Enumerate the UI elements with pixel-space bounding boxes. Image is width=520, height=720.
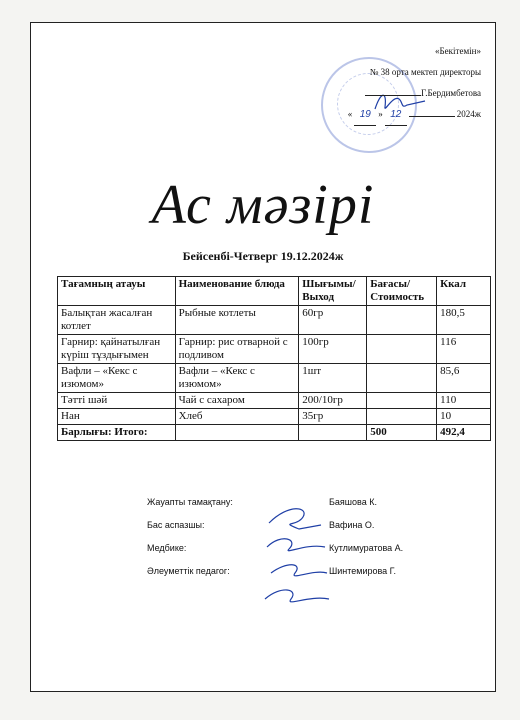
signer-name: Шинтемирова Г. xyxy=(329,566,396,576)
cell-ru-name: Чай с сахаром xyxy=(175,393,299,409)
cell-price xyxy=(367,409,437,425)
signer-name: Баяшова К. xyxy=(329,497,377,507)
cell-output: 35гр xyxy=(299,409,367,425)
cell-ru-name: Вафли – «Кекс с изюмом» xyxy=(175,364,299,393)
cell-kcal: 10 xyxy=(437,409,491,425)
document-page xyxy=(30,22,496,692)
signer-row xyxy=(147,497,447,520)
cell-kz-name: Балықтан жасалған котлет xyxy=(58,306,176,335)
cell-kcal: 180,5 xyxy=(437,306,491,335)
cell-price xyxy=(367,335,437,364)
signer-row xyxy=(147,520,447,543)
cell-ru-name: Хлеб xyxy=(175,409,299,425)
signer-role: Әлеуметтік педагог: xyxy=(147,566,230,576)
table-row xyxy=(58,306,491,335)
cell-output: 200/10гр xyxy=(299,393,367,409)
cell-output: 1шт xyxy=(299,364,367,393)
cell-kz-name: Тәтті шәй xyxy=(58,393,176,409)
signer-name: Кутлимуратова А. xyxy=(329,543,404,553)
table-total-row xyxy=(58,425,491,441)
table-row xyxy=(58,335,491,364)
header-kz-name: Тағамның атауы xyxy=(58,277,176,306)
cell-kz-name: Гарнир: қайнатылған күріш тұздығымен xyxy=(58,335,176,364)
cell-price xyxy=(367,364,437,393)
cell-price xyxy=(367,306,437,335)
header-ru-name: Наименование блюда xyxy=(175,277,299,306)
approval-director-line xyxy=(241,83,481,104)
approval-date-day: 19 xyxy=(354,104,376,126)
approval-date-line: « 19 » 12 2024ж xyxy=(241,104,481,126)
approval-header: «Бекітемін» xyxy=(435,46,481,56)
approval-block xyxy=(241,41,481,126)
cell-ru-name: Рыбные котлеты xyxy=(175,306,299,335)
header-kcal: Ккал xyxy=(437,277,491,306)
signer-row xyxy=(147,543,447,566)
table-header-row xyxy=(58,277,491,306)
approval-org-line: № 38 орта мектеп директоры xyxy=(369,67,481,77)
signer-row xyxy=(147,566,447,589)
signer-name: Вафина О. xyxy=(329,520,375,530)
signer-role: Бас аспазшы: xyxy=(147,520,205,530)
total-label: Барлығы: Итого: xyxy=(58,425,176,441)
cell-kz-name: Вафли – «Кекс с изюмом» xyxy=(58,364,176,393)
cell-kz-name: Нан xyxy=(58,409,176,425)
cell-kcal: 85,6 xyxy=(437,364,491,393)
table-row xyxy=(58,409,491,425)
signer-role: Жауапты тамақтану: xyxy=(147,497,233,507)
cell-kcal: 116 xyxy=(437,335,491,364)
header-price: Бағасы/ Стоимость xyxy=(367,277,437,306)
cell-price xyxy=(367,393,437,409)
signers-block xyxy=(147,497,447,589)
director-name: Г.Бердимбетова xyxy=(421,88,481,98)
signer-role: Медбике: xyxy=(147,543,187,553)
cell-kcal: 110 xyxy=(437,393,491,409)
total-kcal: 492,4 xyxy=(437,425,491,441)
menu-table xyxy=(57,276,491,441)
table-row xyxy=(58,364,491,393)
cell-output: 100гр xyxy=(299,335,367,364)
approval-date-month: 12 xyxy=(385,104,407,126)
cell-output: 60гр xyxy=(299,306,367,335)
header-output: Шығымы/ Выход xyxy=(299,277,367,306)
cell-ru-name: Гарнир: рис отварной с подливом xyxy=(175,335,299,364)
approval-date-year: 2024ж xyxy=(456,109,481,119)
total-price: 500 xyxy=(367,425,437,441)
table-row xyxy=(58,393,491,409)
page-subtitle: Бейсенбі-Четверг 19.12.2024ж xyxy=(182,249,344,263)
page-title: Ас мәзірі xyxy=(151,174,375,236)
